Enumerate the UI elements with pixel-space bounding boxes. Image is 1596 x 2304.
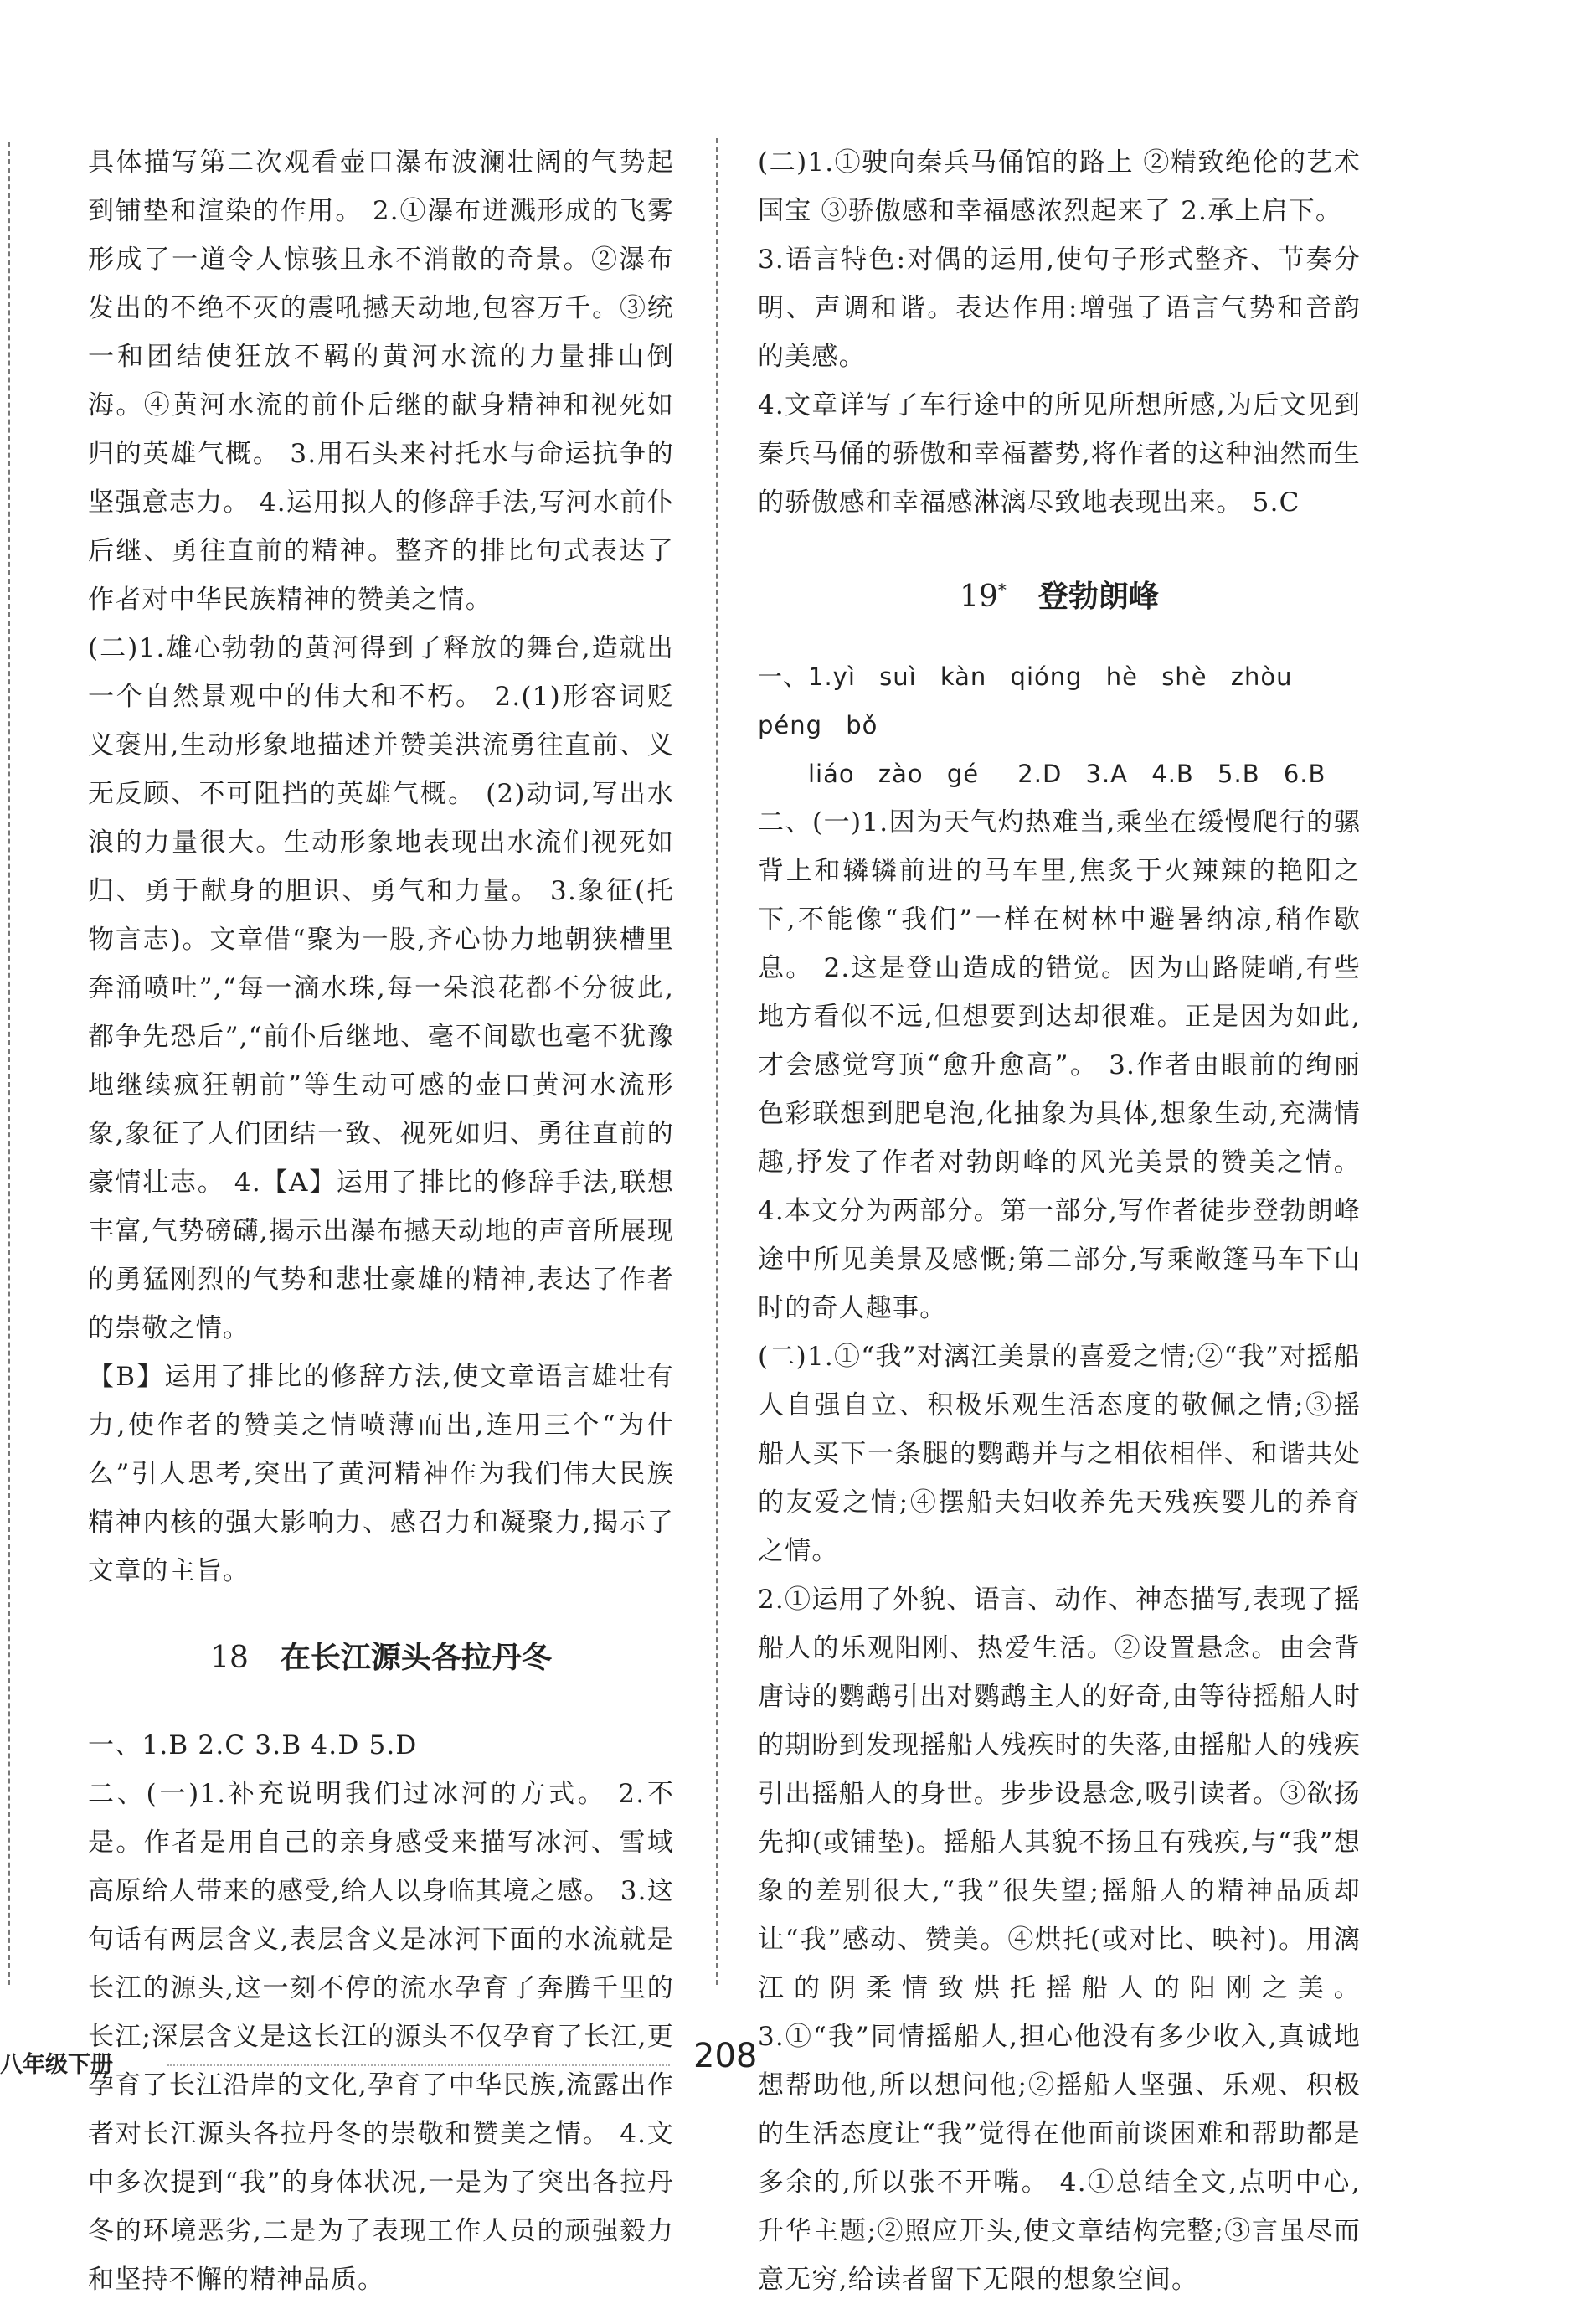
answer-paragraph: 【B】运用了排比的修辞方法,使文章语言雄壮有力,使作者的赞美之情喷薄而出,连用三个“为什么”引人思考,突出了黄河精神作为我们伟大民族精神内核的强大影响力、感召力和凝聚力,揭示了文章的主旨。 xyxy=(88,1362,674,1586)
pinyin-line: 一、1.yì suì kàn qióng hè shè zhòu péng bǒ xyxy=(758,662,1293,740)
answer-paragraph: 4.文章详写了车行途中的所见所想所感,为后文见到秦兵马俑的骄傲和幸福蓄势,将作者的这种油然而生的骄傲感和幸福感淋漓尽致地表现出来。 5.C xyxy=(758,390,1361,518)
section-heading-19 xyxy=(758,527,1361,652)
binding-margin-line xyxy=(8,142,10,1985)
answer-paragraph: (二)1.①“我”对漓江美景的喜爱之情;②“我”对摇船人自强自立、积极乐观生活态度的敬佩之情;③摇船人买下一条腿的鹦鹉并与之相依相伴、和谐共处的友爱之情;④摆船夫妇收养先天残疾婴儿的养育之情。 xyxy=(758,1342,1361,1566)
section-heading-18 xyxy=(88,1595,674,1721)
answer-paragraph: (二)1.雄心勃勃的黄河得到了释放的舞台,造就出一个自然景观中的伟大和不朽。 2.(1)形容词贬义褒用,生动形象地描述并赞美洪流勇往直前、义无反顾、不可阻挡的英雄气概。 (2)动词,写出水浪的力量很大。生动形象地表现出水流们视死如归、勇于献身的胆识、勇气和力量。 3.象征(托物言志)。文章借“聚为一股,齐心协力地朝狭槽里奔涌喷吐”,“每一滴水珠,每一朵浪花都不分彼此,都争先恐后”,“前仆后继地、毫不间歇也毫不犹豫地继续疯狂朝前”等生动可感的壶口黄河水流形象,象征了人们团结一致、视死如归、勇往直前的豪情壮志。 4.【A】运用了排比的修辞手法,联想丰富,气势磅礴,揭示出瀑布撼天动地的声音所展现的勇猛刚烈的气势和悲壮豪雄的精神,表达了作者的崇敬之情。 xyxy=(88,633,674,1343)
answer-paragraph: 一、1.B 2.C 3.B 4.D 5.D xyxy=(88,1730,418,1760)
section-number: 19* xyxy=(960,580,1007,614)
answer-paragraph: 具体描写第二次观看壶口瀑布波澜壮阔的气势起到铺垫和渲染的作用。 2.①瀑布迸溅形成的飞雾形成了一道令人惊骇且永不消散的奇景。②瀑布发出的不绝不灭的震吼撼天动地,包容万千。③统一和团结使狂放不羁的黄河水流的力量排山倒海。④黄河水流的前仆后继的献身精神和视死如归的英雄气概。 3.用石头来衬托水与命运抗争的坚强意志力。 4.运用拟人的修辞手法,写河水前仆后继、勇往直前的精神。整齐的排比句式表达了作者对中华民族精神的赞美之情。 xyxy=(88,147,674,615)
answer-paragraph: 二、(一)1.补充说明我们过冰河的方式。 2.不是。作者是用自己的亲身感受来描写冰河、雪域高原给人带来的感受,给人以身临其境之感。 3.这句话有两层含义,表层含义是冰河下面的水流就是长江的源头,这一刻不停的流水孕育了奔腾千里的长江;深层含义是这长江的源头不仅孕育了长江,更孕育了长江沿岸的文化,孕育了中华民族,流露出作者对长江源头各拉丹冬的崇敬和赞美之情。 4.文中多次提到“我”的身体状况,一是为了突出各拉丹冬的环境恶劣,二是为了表现工作人员的顽强毅力和坚持不懈的精神品质。 xyxy=(88,1779,674,2295)
grade-label: 八年级下册 xyxy=(0,2052,113,2078)
left-column xyxy=(88,138,674,2304)
section-title: 在长江源头各拉丹冬 xyxy=(280,1641,552,1675)
column-divider xyxy=(716,138,718,1985)
answer-paragraph: 2.①运用了外貌、语言、动作、神态描写,表现了摇船人的乐观阳刚、热爱生活。②设置悬念。由会背唐诗的鹦鹉引出对鹦鹉主人的好奇,由等待摇船人时的期盼到发现摇船人残疾时的失落,由摇船人的残疾引出摇船人的身世。步步设悬念,吸引读者。③欲扬先抑(或铺垫)。摇船人其貌不扬且有残疾,与“我”想象的差别很大,“我”很失望;摇船人的精神品质却让“我”感动、赞美。④烘托(或对比、映衬)。用漓江的阴柔情致烘托摇船人的阳刚之美。 3.①“我”同情摇船人,担心他没有多少收入,真诚地想帮助他,所以想问他;②摇船人坚强、乐观、积极的生活态度让“我”觉得在他面前谈困难和帮助都是多余的,所以张不开嘴。 4.①总结全文,点明中心,升华主题;②照应开头,使文章结构完整;③言虽尽而意无穷,给读者留下无限的想象空间。 xyxy=(758,1585,1361,2295)
pinyin-line: liáo zào gé 2.D 3.A 4.B 5.B 6.B xyxy=(808,760,1326,788)
section-number: 18 xyxy=(210,1641,249,1675)
page-number: 208 xyxy=(693,2037,758,2075)
footer-divider xyxy=(167,2064,670,2066)
answer-paragraph: (二)1.①驶向秦兵马俑馆的路上 ②精致绝伦的艺术国宝 ③骄傲感和幸福感浓烈起来了 2.承上启下。 xyxy=(758,147,1361,226)
right-column xyxy=(758,138,1361,2304)
section-title: 登勃朗峰 xyxy=(1037,580,1159,614)
answer-paragraph: 3.语言特色:对偶的运用,使句子形式整齐、节奏分明、声调和谐。表达作用:增强了语言气势和音韵的美感。 xyxy=(758,245,1361,372)
answer-paragraph: 二、(一)1.因为天气灼热难当,乘坐在缓慢爬行的骡背上和辚辚前进的马车里,焦炙于火辣辣的艳阳之下,不能像“我们”一样在树林中避暑纳凉,稍作歇息。 2.这是登山造成的错觉。因为山路陡峭,有些地方看似不远,但想要到达却很难。正是因为如此,才会感觉穹顶“愈升愈高”。 3.作者由眼前的绚丽色彩联想到肥皂泡,化抽象为具体,想象生动,充满情趣,抒发了作者对勃朗峰的风光美景的赞美之情。 4.本文分为两部分。第一部分,写作者徒步登勃朗峰途中所见美景及感慨;第二部分,写乘敞篷马车下山时的奇人趣事。 xyxy=(758,807,1361,1323)
